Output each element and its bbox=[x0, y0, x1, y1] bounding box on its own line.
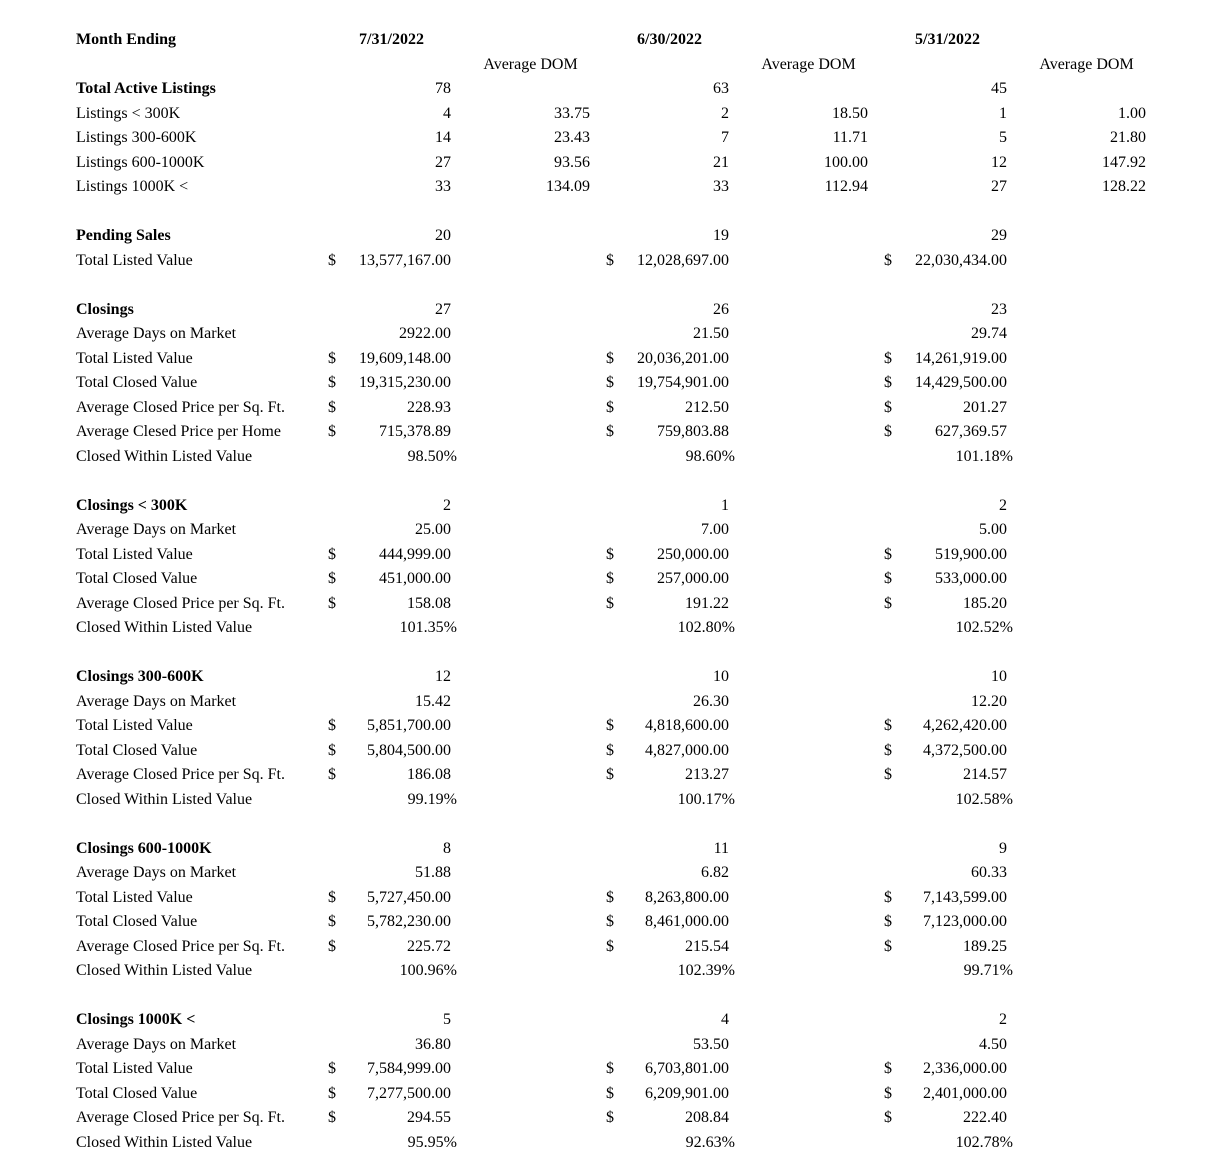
avg-dom-value: 100.00 bbox=[824, 153, 868, 171]
cell-value: 451,000.00 bbox=[379, 570, 451, 588]
row-label: Closed Within Listed Value bbox=[76, 1133, 253, 1151]
row-label: Listings 300-600K bbox=[76, 129, 197, 147]
currency-symbol: $ bbox=[328, 251, 336, 269]
cell-value: 98.50% bbox=[407, 447, 457, 465]
cell-value: 14 bbox=[435, 129, 451, 147]
table-row bbox=[76, 1131, 1156, 1156]
table-row bbox=[76, 396, 1156, 421]
currency-symbol: $ bbox=[606, 766, 614, 784]
cell-value: 78 bbox=[435, 80, 451, 98]
currency-symbol: $ bbox=[606, 1060, 614, 1078]
cell-value: 1 bbox=[999, 104, 1007, 122]
table-row bbox=[76, 788, 1156, 813]
currency-symbol: $ bbox=[328, 570, 336, 588]
cell-value: 27 bbox=[435, 153, 451, 171]
currency-symbol: $ bbox=[606, 937, 614, 955]
currency-symbol: $ bbox=[606, 570, 614, 588]
table-row bbox=[76, 249, 1156, 274]
currency-symbol: $ bbox=[884, 374, 892, 392]
cell-value: 208.84 bbox=[685, 1109, 729, 1127]
cell-value: 92.63% bbox=[685, 1133, 735, 1151]
cell-value: 26.30 bbox=[693, 692, 729, 710]
cell-value: 20 bbox=[435, 227, 451, 245]
avg-dom-value: 128.22 bbox=[1102, 178, 1146, 196]
cell-value: 102.39% bbox=[677, 962, 735, 980]
avg-dom-value: 18.50 bbox=[832, 104, 868, 122]
currency-symbol: $ bbox=[328, 398, 336, 416]
cell-value: 12 bbox=[435, 668, 451, 686]
month-ending-label: Month Ending bbox=[76, 31, 177, 49]
currency-symbol: $ bbox=[884, 1109, 892, 1127]
cell-value: 21.50 bbox=[693, 325, 729, 343]
cell-value: 10 bbox=[713, 668, 729, 686]
cell-value: 2,336,000.00 bbox=[923, 1060, 1007, 1078]
cell-value: 7,277,500.00 bbox=[367, 1084, 451, 1102]
cell-value: 7 bbox=[721, 129, 729, 147]
cell-value: 8,461,000.00 bbox=[645, 913, 729, 931]
cell-value: 10 bbox=[991, 668, 1007, 686]
row-label: Total Listed Value bbox=[76, 545, 193, 563]
table-row bbox=[76, 494, 1156, 519]
avg-dom-label-1: Average DOM bbox=[483, 55, 578, 73]
cell-value: 45 bbox=[991, 80, 1007, 98]
cell-value: 101.35% bbox=[399, 619, 457, 637]
cell-value: 533,000.00 bbox=[935, 570, 1007, 588]
currency-symbol: $ bbox=[328, 349, 336, 367]
table-row bbox=[76, 445, 1156, 470]
cell-value: 100.96% bbox=[399, 962, 457, 980]
avg-dom-value: 147.92 bbox=[1102, 153, 1146, 171]
table-row bbox=[76, 224, 1156, 249]
cell-value: 12,028,697.00 bbox=[637, 251, 729, 269]
cell-value: 186.08 bbox=[407, 766, 451, 784]
currency-symbol: $ bbox=[606, 717, 614, 735]
currency-symbol: $ bbox=[328, 1084, 336, 1102]
market-report-table bbox=[76, 28, 1156, 1155]
currency-symbol: $ bbox=[328, 913, 336, 931]
cell-value: 15.42 bbox=[415, 692, 451, 710]
cell-value: 14,429,500.00 bbox=[915, 374, 1007, 392]
table-row bbox=[76, 886, 1156, 911]
cell-value: 63 bbox=[713, 80, 729, 98]
row-label: Total Listed Value bbox=[76, 1060, 193, 1078]
section-spacer bbox=[76, 641, 1156, 666]
cell-value: 22,030,434.00 bbox=[915, 251, 1007, 269]
currency-symbol: $ bbox=[884, 1060, 892, 1078]
report-body bbox=[76, 77, 1156, 1155]
row-label: Average Closed Price per Sq. Ft. bbox=[76, 398, 285, 416]
avg-dom-value: 33.75 bbox=[554, 104, 590, 122]
table-row bbox=[76, 910, 1156, 935]
cell-value: 6.82 bbox=[701, 864, 729, 882]
table-row bbox=[76, 935, 1156, 960]
currency-symbol: $ bbox=[328, 1109, 336, 1127]
currency-symbol: $ bbox=[606, 349, 614, 367]
cell-value: 25.00 bbox=[415, 521, 451, 539]
cell-value: 2 bbox=[999, 496, 1007, 514]
row-label: Average Days on Market bbox=[76, 521, 237, 539]
cell-value: 225.72 bbox=[407, 937, 451, 955]
currency-symbol: $ bbox=[328, 423, 336, 441]
table-row bbox=[76, 739, 1156, 764]
row-label: Average Closed Price per Sq. Ft. bbox=[76, 1109, 285, 1127]
cell-value: 102.78% bbox=[955, 1133, 1013, 1151]
row-label: Total Closed Value bbox=[76, 1084, 198, 1102]
row-label: Average Closed Price per Sq. Ft. bbox=[76, 594, 285, 612]
row-label: Total Closed Value bbox=[76, 570, 198, 588]
currency-symbol: $ bbox=[606, 1109, 614, 1127]
table-row bbox=[76, 371, 1156, 396]
cell-value: 4 bbox=[443, 104, 451, 122]
row-label: Average Days on Market bbox=[76, 325, 237, 343]
currency-symbol: $ bbox=[884, 570, 892, 588]
table-row bbox=[76, 567, 1156, 592]
currency-symbol: $ bbox=[328, 937, 336, 955]
cell-value: 20,036,201.00 bbox=[637, 349, 729, 367]
table-row bbox=[76, 1082, 1156, 1107]
cell-value: 6,703,801.00 bbox=[645, 1060, 729, 1078]
section-spacer bbox=[76, 984, 1156, 1009]
cell-value: 4,818,600.00 bbox=[645, 717, 729, 735]
cell-value: 99.19% bbox=[407, 790, 457, 808]
currency-symbol: $ bbox=[606, 251, 614, 269]
row-label: Total Closed Value bbox=[76, 374, 198, 392]
table-row bbox=[76, 1106, 1156, 1131]
cell-value: 4.50 bbox=[979, 1035, 1007, 1053]
avg-dom-value: 134.09 bbox=[546, 178, 590, 196]
currency-symbol: $ bbox=[884, 594, 892, 612]
table-row bbox=[76, 665, 1156, 690]
row-label: Closed Within Listed Value bbox=[76, 619, 253, 637]
cell-value: 212.50 bbox=[685, 398, 729, 416]
cell-value: 9 bbox=[999, 839, 1007, 857]
cell-value: 158.08 bbox=[407, 594, 451, 612]
avg-dom-value: 21.80 bbox=[1110, 129, 1146, 147]
row-label: Closings 600-1000K bbox=[76, 839, 212, 857]
cell-value: 98.60% bbox=[685, 447, 735, 465]
month-header-1: 7/31/2022 bbox=[359, 31, 424, 49]
currency-symbol: $ bbox=[884, 913, 892, 931]
currency-symbol: $ bbox=[606, 423, 614, 441]
table-row bbox=[76, 126, 1156, 151]
currency-symbol: $ bbox=[328, 766, 336, 784]
cell-value: 13,577,167.00 bbox=[359, 251, 451, 269]
avg-dom-value: 1.00 bbox=[1118, 104, 1146, 122]
table-row bbox=[76, 420, 1156, 445]
table-row bbox=[76, 690, 1156, 715]
cell-value: 444,999.00 bbox=[379, 545, 451, 563]
table-row bbox=[76, 592, 1156, 617]
currency-symbol: $ bbox=[328, 1060, 336, 1078]
cell-value: 95.95% bbox=[407, 1133, 457, 1151]
cell-value: 213.27 bbox=[685, 766, 729, 784]
table-row bbox=[76, 77, 1156, 102]
cell-value: 759,803.88 bbox=[657, 423, 729, 441]
cell-value: 2 bbox=[443, 496, 451, 514]
avg-dom-label-2: Average DOM bbox=[761, 55, 856, 73]
row-label: Closings < 300K bbox=[76, 496, 188, 514]
currency-symbol: $ bbox=[884, 251, 892, 269]
cell-value: 100.17% bbox=[677, 790, 735, 808]
table-row bbox=[76, 298, 1156, 323]
currency-symbol: $ bbox=[606, 398, 614, 416]
table-row bbox=[76, 837, 1156, 862]
cell-value: 12.20 bbox=[971, 692, 1007, 710]
cell-value: 102.58% bbox=[955, 790, 1013, 808]
table-row bbox=[76, 616, 1156, 641]
avg-dom-value: 112.94 bbox=[824, 178, 868, 196]
table-row bbox=[76, 543, 1156, 568]
currency-symbol: $ bbox=[884, 888, 892, 906]
cell-value: 2 bbox=[721, 104, 729, 122]
table-row bbox=[76, 347, 1156, 372]
currency-symbol: $ bbox=[328, 594, 336, 612]
row-label: Closed Within Listed Value bbox=[76, 447, 253, 465]
cell-value: 2 bbox=[999, 1011, 1007, 1029]
currency-symbol: $ bbox=[328, 741, 336, 759]
avg-dom-value: 23.43 bbox=[554, 129, 590, 147]
cell-value: 27 bbox=[435, 300, 451, 318]
cell-value: 53.50 bbox=[693, 1035, 729, 1053]
cell-value: 294.55 bbox=[407, 1109, 451, 1127]
cell-value: 33 bbox=[713, 178, 729, 196]
cell-value: 4,827,000.00 bbox=[645, 741, 729, 759]
table-row bbox=[76, 175, 1156, 200]
row-label: Closed Within Listed Value bbox=[76, 962, 253, 980]
row-label: Total Listed Value bbox=[76, 717, 193, 735]
currency-symbol: $ bbox=[884, 937, 892, 955]
cell-value: 4,262,420.00 bbox=[923, 717, 1007, 735]
row-label: Average Closed Price per Sq. Ft. bbox=[76, 766, 285, 784]
row-label: Average Days on Market bbox=[76, 1035, 237, 1053]
currency-symbol: $ bbox=[328, 888, 336, 906]
currency-symbol: $ bbox=[884, 741, 892, 759]
avg-dom-value: 11.71 bbox=[832, 129, 868, 147]
cell-value: 228.93 bbox=[407, 398, 451, 416]
cell-value: 33 bbox=[435, 178, 451, 196]
cell-value: 8,263,800.00 bbox=[645, 888, 729, 906]
section-spacer bbox=[76, 812, 1156, 837]
row-label: Listings < 300K bbox=[76, 104, 181, 122]
section-spacer bbox=[76, 469, 1156, 494]
cell-value: 19 bbox=[713, 227, 729, 245]
cell-value: 7,584,999.00 bbox=[367, 1060, 451, 1078]
row-label: Total Listed Value bbox=[76, 888, 193, 906]
currency-symbol: $ bbox=[884, 423, 892, 441]
table-row bbox=[76, 1008, 1156, 1033]
row-label: Total Listed Value bbox=[76, 349, 193, 367]
cell-value: 715,378.89 bbox=[379, 423, 451, 441]
cell-value: 21 bbox=[713, 153, 729, 171]
table-row bbox=[76, 1057, 1156, 1082]
table-row bbox=[76, 151, 1156, 176]
row-label: Listings 1000K < bbox=[76, 178, 189, 196]
currency-symbol: $ bbox=[884, 349, 892, 367]
cell-value: 257,000.00 bbox=[657, 570, 729, 588]
cell-value: 102.52% bbox=[955, 619, 1013, 637]
cell-value: 2,401,000.00 bbox=[923, 1084, 1007, 1102]
row-label: Total Closed Value bbox=[76, 741, 198, 759]
cell-value: 101.18% bbox=[955, 447, 1013, 465]
cell-value: 5,782,230.00 bbox=[367, 913, 451, 931]
cell-value: 19,754,901.00 bbox=[637, 374, 729, 392]
month-header-3: 5/31/2022 bbox=[915, 31, 980, 49]
cell-value: 5 bbox=[443, 1011, 451, 1029]
cell-value: 191.22 bbox=[685, 594, 729, 612]
cell-value: 7.00 bbox=[701, 521, 729, 539]
cell-value: 51.88 bbox=[415, 864, 451, 882]
cell-value: 29 bbox=[991, 227, 1007, 245]
cell-value: 23 bbox=[991, 300, 1007, 318]
cell-value: 11 bbox=[713, 839, 729, 857]
currency-symbol: $ bbox=[606, 741, 614, 759]
avg-dom-label-3: Average DOM bbox=[1039, 55, 1134, 73]
currency-symbol: $ bbox=[884, 717, 892, 735]
row-label: Closings 300-600K bbox=[76, 668, 204, 686]
currency-symbol: $ bbox=[606, 545, 614, 563]
row-label: Average Clesed Price per Home bbox=[76, 423, 281, 441]
cell-value: 250,000.00 bbox=[657, 545, 729, 563]
cell-value: 1 bbox=[721, 496, 729, 514]
cell-value: 5.00 bbox=[979, 521, 1007, 539]
currency-symbol: $ bbox=[606, 888, 614, 906]
section-spacer bbox=[76, 200, 1156, 225]
table-row bbox=[76, 322, 1156, 347]
table-row bbox=[76, 102, 1156, 127]
cell-value: 29.74 bbox=[971, 325, 1007, 343]
cell-value: 19,315,230.00 bbox=[359, 374, 451, 392]
month-header-row bbox=[76, 28, 1156, 53]
cell-value: 14,261,919.00 bbox=[915, 349, 1007, 367]
cell-value: 4 bbox=[721, 1011, 729, 1029]
cell-value: 2922.00 bbox=[399, 325, 451, 343]
row-label: Closings 1000K < bbox=[76, 1011, 196, 1029]
cell-value: 60.33 bbox=[971, 864, 1007, 882]
cell-value: 27 bbox=[991, 178, 1007, 196]
cell-value: 4,372,500.00 bbox=[923, 741, 1007, 759]
row-label: Average Days on Market bbox=[76, 692, 237, 710]
cell-value: 7,123,000.00 bbox=[923, 913, 1007, 931]
row-label: Average Days on Market bbox=[76, 864, 237, 882]
currency-symbol: $ bbox=[884, 545, 892, 563]
month-header-2: 6/30/2022 bbox=[637, 31, 702, 49]
cell-value: 222.40 bbox=[963, 1109, 1007, 1127]
currency-symbol: $ bbox=[606, 374, 614, 392]
table-row bbox=[76, 518, 1156, 543]
cell-value: 201.27 bbox=[963, 398, 1007, 416]
currency-symbol: $ bbox=[606, 594, 614, 612]
table-row bbox=[76, 1033, 1156, 1058]
cell-value: 627,369.57 bbox=[935, 423, 1007, 441]
currency-symbol: $ bbox=[884, 766, 892, 784]
table-row bbox=[76, 763, 1156, 788]
cell-value: 214.57 bbox=[963, 766, 1007, 784]
row-label: Total Active Listings bbox=[76, 80, 216, 98]
cell-value: 36.80 bbox=[415, 1035, 451, 1053]
cell-value: 12 bbox=[991, 153, 1007, 171]
avg-dom-value: 93.56 bbox=[554, 153, 590, 171]
cell-value: 8 bbox=[443, 839, 451, 857]
cell-value: 185.20 bbox=[963, 594, 1007, 612]
table-row bbox=[76, 959, 1156, 984]
currency-symbol: $ bbox=[606, 1084, 614, 1102]
cell-value: 6,209,901.00 bbox=[645, 1084, 729, 1102]
currency-symbol: $ bbox=[328, 545, 336, 563]
currency-symbol: $ bbox=[884, 1084, 892, 1102]
row-label: Pending Sales bbox=[76, 227, 171, 245]
section-spacer bbox=[76, 273, 1156, 298]
cell-value: 5,727,450.00 bbox=[367, 888, 451, 906]
row-label: Total Closed Value bbox=[76, 913, 198, 931]
avg-dom-header-row bbox=[76, 53, 1156, 78]
row-label: Listings 600-1000K bbox=[76, 153, 205, 171]
cell-value: 19,609,148.00 bbox=[359, 349, 451, 367]
cell-value: 99.71% bbox=[963, 962, 1013, 980]
currency-symbol: $ bbox=[328, 374, 336, 392]
row-label: Average Closed Price per Sq. Ft. bbox=[76, 937, 285, 955]
cell-value: 5,851,700.00 bbox=[367, 717, 451, 735]
table-row bbox=[76, 714, 1156, 739]
cell-value: 102.80% bbox=[677, 619, 735, 637]
row-label: Total Listed Value bbox=[76, 251, 193, 269]
cell-value: 26 bbox=[713, 300, 729, 318]
currency-symbol: $ bbox=[328, 717, 336, 735]
cell-value: 189.25 bbox=[963, 937, 1007, 955]
row-label: Closings bbox=[76, 300, 134, 318]
cell-value: 7,143,599.00 bbox=[923, 888, 1007, 906]
cell-value: 5 bbox=[999, 129, 1007, 147]
currency-symbol: $ bbox=[884, 398, 892, 416]
table-row bbox=[76, 861, 1156, 886]
cell-value: 519,900.00 bbox=[935, 545, 1007, 563]
currency-symbol: $ bbox=[606, 913, 614, 931]
cell-value: 215.54 bbox=[685, 937, 729, 955]
cell-value: 5,804,500.00 bbox=[367, 741, 451, 759]
row-label: Closed Within Listed Value bbox=[76, 790, 253, 808]
